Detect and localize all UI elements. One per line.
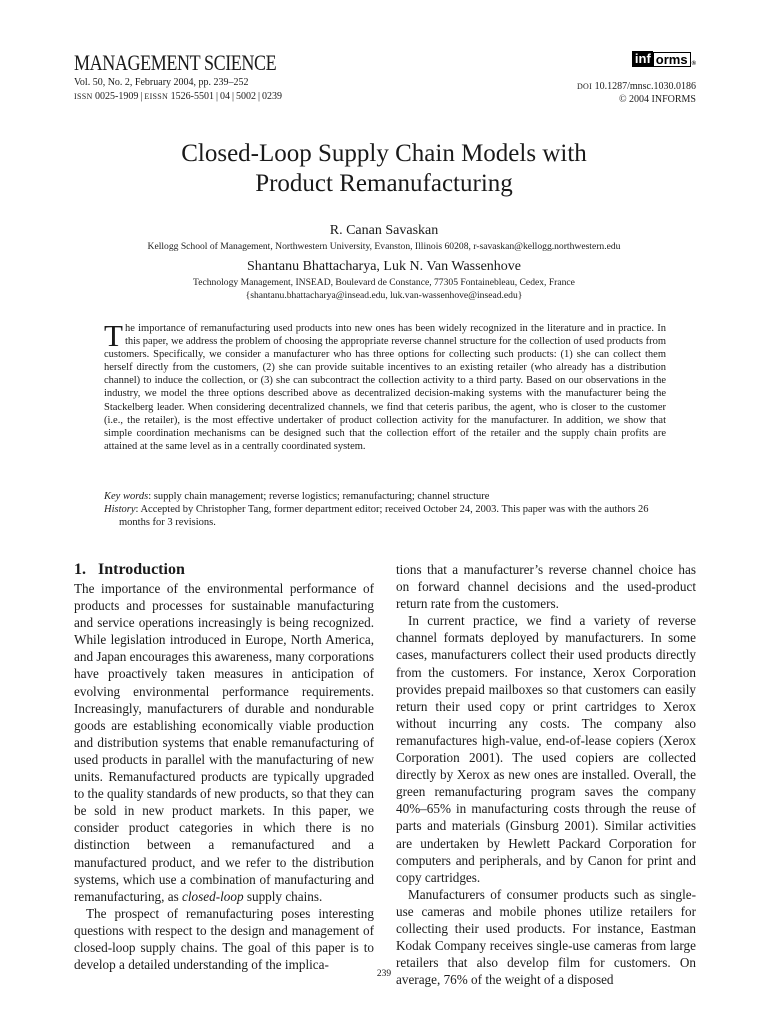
right-paragraph-3: Manufacturers of consumer products such as single-use cameras and mobile phones utilize retailers for collecting their used products. For instance, Eastman Kodak Company receives single-use cameras from large retailers that also develop film for customers. On average, 76% of the weight of a disposed: [396, 886, 696, 988]
abstract-text: he importance of remanufacturing used products into new ones has been widely recognized in the literature and in practice. In this paper, we address the problem of choosing the appropriate reverse channel structure for the collection of used products from customers. Specifically, we consider a manufacturer who has three options for collecting such products: (1) she can collect them herself directly from the customers, (2) she can provide suitable incentives to an existing retailer (who already has a distribution channel) to induce the collection, or (3) she can subcontract the collection activity to a third party. Based on our observations in the industry, we model the three options described above as decentralized decision-making systems with the manufacturer being the Stackelberg leader. When considering decentralized channels, we find that ceteris paribus, the agent, who is closer to the customer (i.e., the retailer), is the most effective undertaker of product collection activity for the manufacturer. In addition, we show that simple coordination mechanisms can be designed such that the collection effort of the retailer and the supply chain profits are attained at the same level as in a centrally coordinated system.: [104, 323, 666, 452]
issn-tail-2: 5002: [236, 91, 257, 102]
logo-part-inf: inf: [632, 51, 653, 67]
journal-title: MANAGEMENT SCIENCE: [74, 50, 277, 75]
left-paragraph-1-text: The importance of the environmental performance of products and processes for sustainable manufacturing and service operations increasingly is being recognized. While legislation introduced in Europe, North America, and Japan encourages this awareness, many corporations have proactively taken measures in anticipation of evolving environmental performance requirements. Increasingly, manufacturers of durable and nondurable goods are establishing economically viable production and distribution systems that enable remanufacturing of used products in parallel with the manufacturing of new units. Remanufactured products are typically upgraded to the quality standards of new products, so that they can be sold in new product markets. In this paper, we consider product categories in which there is no distinction between a remanufactured and a manufactured product, and we refer to the distribution systems, which use a combination of manufacturing and remanufacturing, as: [74, 581, 374, 904]
logo-part-orms: orms: [653, 52, 691, 67]
paper-title-line-2: Product Remanufacturing: [255, 170, 513, 197]
keywords-text: supply chain management; reverse logistics; remanufacturing; channel structure: [153, 491, 490, 502]
left-paragraph-2: The prospect of remanufacturing poses interesting questions with respect to the design and management of closed-loop supply chains. The goal of this paper is to develop a detailed understanding of the implica-: [74, 905, 374, 973]
keywords: Key words: supply chain management; reverse logistics; remanufacturing; channel structure: [104, 491, 490, 502]
issn-tail: 04: [220, 91, 230, 102]
section-heading: [74, 561, 185, 579]
right-column: [396, 561, 696, 988]
doi-line: [577, 81, 696, 92]
section-number: 1.: [74, 561, 86, 578]
eissn-value: 1526-5501: [170, 91, 214, 102]
issn-value: 0025-1909: [95, 91, 139, 102]
issn-tail-3: 0239: [262, 91, 283, 102]
issn-label: ISSN: [74, 92, 93, 101]
left-paragraph-1-end: supply chains.: [243, 888, 323, 904]
paper-title-line-1: Closed-Loop Supply Chain Models with: [181, 140, 587, 167]
volume-line: Vol. 50, No. 2, February 2004, pp. 239–252: [74, 77, 249, 88]
paper-title: [0, 139, 768, 199]
history-label: History: [104, 504, 136, 515]
abstract: [104, 318, 666, 453]
issn-line: ISSN 0025-1909 | EISSN 1526-5501 | 04 | 5002 | 0239: [74, 91, 283, 102]
affiliation-2-emails: {shantanu.bhattacharya@insead.edu, luk.van-wassenhove@insead.edu}: [245, 290, 523, 301]
copyright-line: © 2004 INFORMS: [618, 94, 696, 105]
affiliation-2: Technology Management, INSEAD, Boulevard de Constance, 77305 Fontainebleau, Cedex, France: [193, 277, 575, 288]
closed-loop-emphasis: closed-loop: [182, 888, 244, 904]
abstract-dropcap: T: [104, 318, 123, 353]
history: History: Accepted by Christopher Tang, former department editor; received October 24, 2003. This paper was with the authors 26 months for 3 revisions.: [104, 504, 649, 528]
doi-label: DOI: [576, 82, 593, 91]
left-column: [74, 580, 374, 973]
logo-registered-mark: ®: [691, 61, 696, 67]
author-1: R. Canan Savaskan: [329, 223, 439, 238]
doi-value: 10.1287/mnsc.1030.0186: [594, 81, 696, 92]
page-number: 239: [376, 969, 392, 979]
right-paragraph-2: In current practice, we find a variety of reverse channel formats deployed by manufacturers. In some cases, manufacturers collect their used products directly from the customers. For instance, Xerox Corporation provides prepaid mailboxes so that customers can easily return their used copy or print cartridges to Xerox without incurring any costs. The company also remanufactures high-value, end-of-lease copiers (Xerox Corporation 2001). The used copiers are collected directly by Xerox as new ones are installed. Overall, the green remanufacturing program saves the company 40%–65% in manufacturing costs through the reuse of parts and materials (Ginsburg 2001). Similar activities are undertaken by Hewlett Packard Corporation for computers and peripherals, and by Canon for print and copy cartridges.: [396, 613, 696, 885]
eissn-label: EISSN: [144, 92, 169, 101]
affiliation-1: Kellogg School of Management, Northwestern University, Evanston, Illinois 60208, r-savaskan@kellogg.northwestern.edu: [147, 241, 621, 252]
history-text: Accepted by Christopher Tang, former department editor; received October 24, 2003. This paper was with the authors 26 months for 3 revisions.: [119, 504, 649, 528]
author-2: Shantanu Bhattacharya, Luk N. Van Wassenhove: [246, 259, 521, 274]
informs-logo: [632, 51, 696, 67]
left-paragraph-1: [74, 580, 374, 905]
section-title: Introduction: [98, 561, 185, 578]
right-paragraph-1: tions that a manufacturer’s reverse channel choice has on forward channel decisions and the used-product return rate from the customers.: [396, 562, 696, 612]
keywords-label: Key words: [104, 491, 149, 502]
